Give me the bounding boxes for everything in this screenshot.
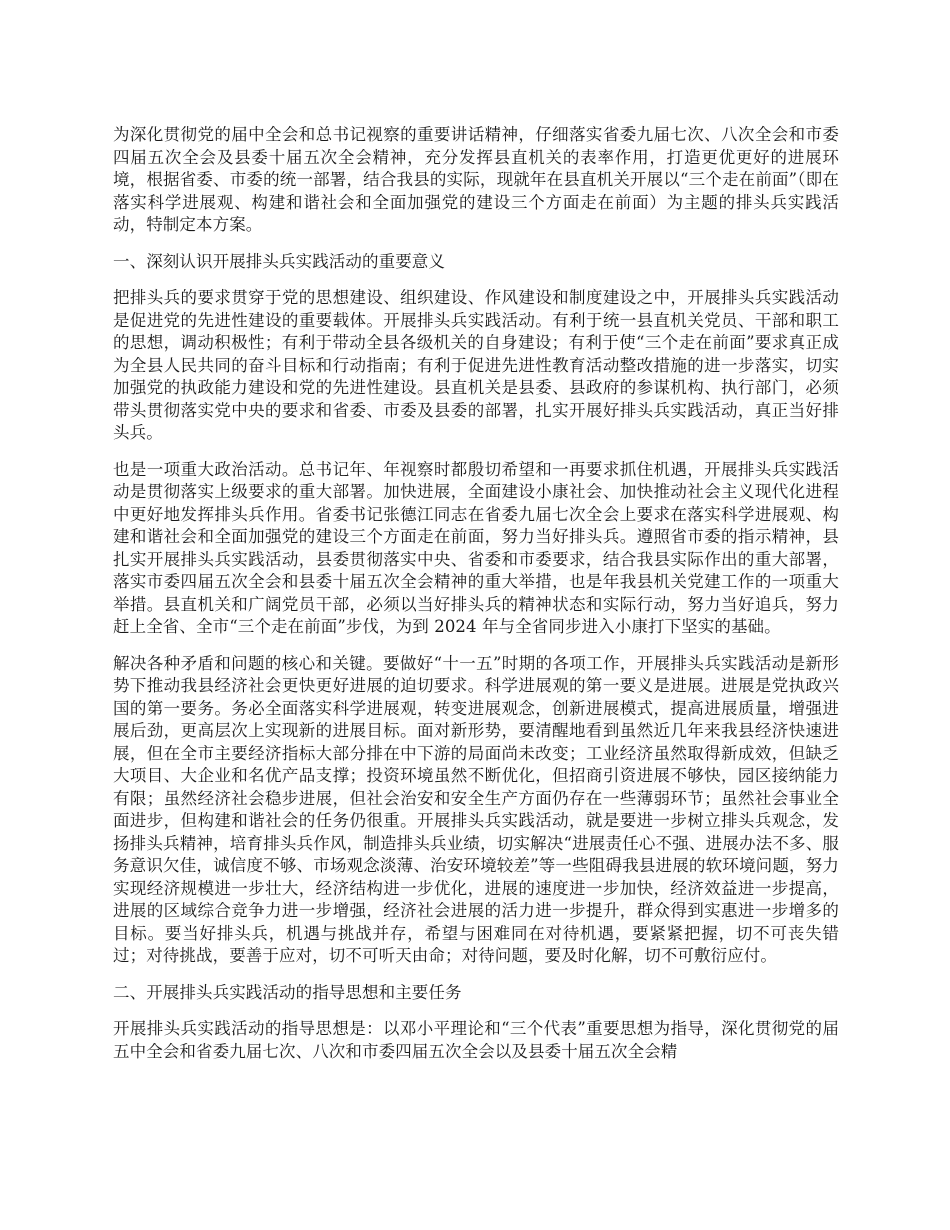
section-heading-2: 二、开展排头兵实践活动的指导思想和主要任务: [113, 982, 462, 1002]
paragraph-4: 开展排头兵实践活动的指导思想是：以邓小平理论和“三个代表”重要思想为指导，深化贯彻党的届五中全会和省委九届七次、八次和市委四届五次全会以及县委十届五次全会精: [113, 1019, 839, 1061]
paragraph-3: 解决各种矛盾和问题的核心和关键。要做好“十一五”时期的各项工作，开展排头兵实践活动是新形势下推动我县经济社会更快更好进展的迫切要求。科学进展观的第一要义是进展。进展是党执政兴国的第一要务。务必全面落实科学进展观，转变进展观念，创新进展模式，提高进展质量，增强进展后劲，更高层次上实现新的进展目标。面对新形势，要清醒地看到虽然近几年来我县经济快速进展，但在全市主要经济指标大部分排在中下游的局面尚未改变；工业经济虽然取得新成效，但缺乏大项目、大企业和名优产品支撑；投资环境虽然不断优化，但招商引资进展不够快，园区接纳能力有限；虽然经济社会稳步进展，但社会治安和安全生产方面仍存在一些薄弱环节；虽然社会事业全面进步，但构建和谐社会的任务仍很重。开展排头兵实践活动，就是要进一步树立排头兵观念，发扬排头兵精神，培育排头兵作风，制造排头兵业绩，切实解决“进展责任心不强、进展办法不多、服务意识欠佳，诚信度不够、市场观念淡薄、治安环境较差”等一些阻碍我县进展的软环境问题，努力实现经济规模进一步壮大，经济结构进一步优化，进展的速度进一步加快，经济效益进一步提高，进展的区域综合竞争力进一步增强，经济社会进展的活力进一步提升，群众得到实惠进一步增多的目标。要当好排头兵，机遇与挑战并存，希望与困难同在对待机遇，要紧紧把握，切不可丧失错过；对待挑战，要善于应对，切不可听天由命；对待问题，要及时化解，切不可敷衍应付。: [113, 653, 839, 965]
paragraph-2: 也是一项重大政治活动。总书记年、年视察时都殷切希望和一再要求抓住机遇，开展排头兵实践活动是贯彻落实上级要求的重大部署。加快进展，全面建设小康社会、加快推动社会主义现代化进程中更好地发挥排头兵作用。省委书记张德江同志在省委九届七次全会上要求在落实科学进展观、构建和谐社会和全面加强党的建设三个方面走在前面，努力当好排头兵。遵照省市委的指示精神，县扎实开展排头兵实践活动，县委贯彻落实中央、省委和市委要求，结合我县实际作出的重大部署，落实市委四届五次全会和县委十届五次全会精神的重大举措，也是年我县机关党建工作的一项重大举措。县直机关和广阔党员干部，必须以当好排头兵的精神状态和实际行动，努力当好追兵，努力赶上全省、全市“三个走在前面”步伐，为到 2024 年与全省同步进入小康打下坚实的基础。: [113, 459, 839, 636]
document-body: [113, 124, 839, 1077]
intro-paragraph: 为深化贯彻党的届中全会和总书记视察的重要讲话精神，仔细落实省委九届七次、八次全会和市委四届五次全会及县委十届五次全会精神，充分发挥县直机关的表率作用，打造更优更好的进展环境，根据省委、市委的统一部署，结合我县的实际，现就年在县直机关开展以“三个走在前面”（即在落实科学进展观、构建和谐社会和全面加强党的建设三个方面走在前面）为主题的排头兵实践活动，特制定本方案。: [113, 125, 839, 234]
paragraph-1: 把排头兵的要求贯穿于党的思想建设、组织建设、作风建设和制度建设之中，开展排头兵实践活动是促进党的先进性建设的重要载体。开展排头兵实践活动。有利于统一县直机关党员、干部和职工的思想，调动积极性；有利于带动全县各级机关的自身建设；有利于使“三个走在前面”要求真正成为全县人民共同的奋斗目标和行动指南；有利于促进先进性教育活动整改措施的进一步落实，切实加强党的执政能力建设和党的先进性建设。县直机关是县委、县政府的参谋机构、执行部门，必须带头贯彻落实党中央的要求和省委、市委及县委的部署，扎实开展好排头兵实践活动，真正当好排头兵。: [113, 288, 839, 442]
section-heading-1: 一、深刻认识开展排头兵实践活动的重要意义: [113, 251, 445, 271]
